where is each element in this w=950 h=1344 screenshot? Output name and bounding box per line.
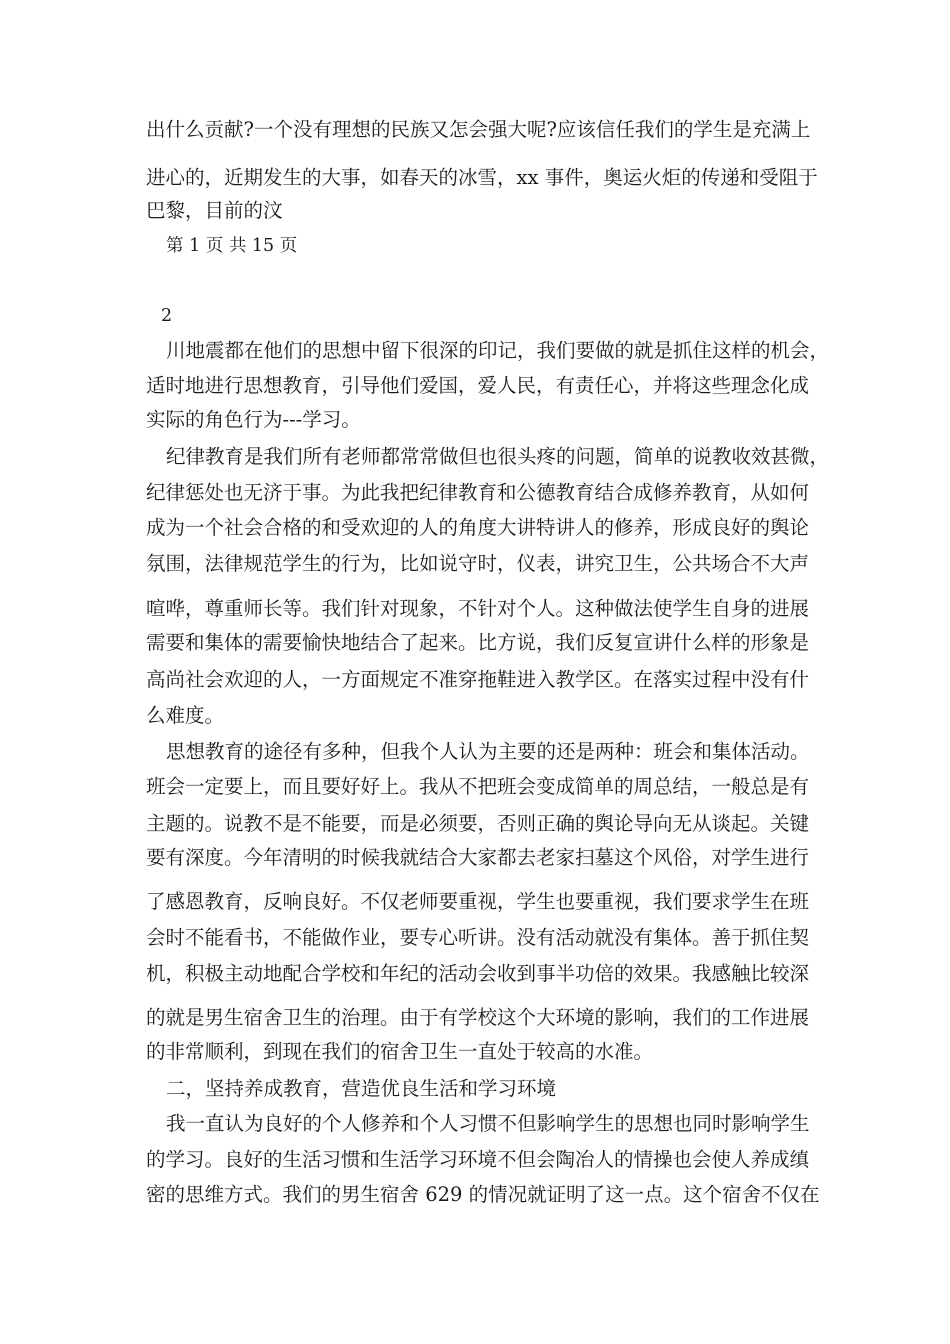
text-line: 么难度。 [146,704,225,727]
text-line: 出什么贡献?一个没有理想的民族又怎会强大呢?应该信任我们的学生是充满上 [146,118,811,141]
text-line: 纪律教育是我们所有老师都常常做但也很头疼的问题，简单的说教收效甚微， [166,445,830,468]
page-footer: 第 1 页 共 15 页 [166,236,298,256]
text-line: 要有深度。今年清明的时候我就结合大家都去老家扫墓这个风俗，对学生进行 [146,846,810,869]
text-line: 思想教育的途径有多种，但我个人认为主要的还是两种：班会和集体活动。 [166,740,810,763]
text-line: 班会一定要上，而且要好好上。我从不把班会变成简单的周总结，一般总是有 [146,775,810,798]
text-line: 的非常顺利，到现在我们的宿舍卫生一直处于较高的水准。 [146,1040,654,1063]
page-number: 2 [161,306,173,326]
text-line: 巴黎，目前的汶 [146,199,283,222]
text-line: 氛围，法律规范学生的行为，比如说守时，仪表，讲究卫生，公共场合不大声 [146,552,810,575]
text-line: 机，积极主动地配合学校和年纪的活动会收到事半功倍的效果。我感触比较深 [146,962,810,985]
text-line: 我一直认为良好的个人修养和个人习惯不但影响学生的思想也同时影响学生 [166,1112,810,1135]
text-line: 了感恩教育，反响良好。不仅老师要重视，学生也要重视，我们要求学生在班 [146,890,810,913]
text-line: 的就是男生宿舍卫生的治理。由于有学校这个大环境的影响，我们的工作进展 [146,1006,810,1029]
text-line: 纪律惩处也无济于事。为此我把纪律教育和公德教育结合成修养教育，从如何 [146,481,810,504]
text-line: 会时不能看书，不能做作业，要专心听讲。没有活动就没有集体。善于抓住契 [146,926,810,949]
text-line: 喧哗，尊重师长等。我们针对现象，不针对个人。这种做法使学生自身的进展 [146,597,810,620]
text-line: 主题的。说教不是不能要，而是必须要，否则正确的舆论导向无从谈起。关键 [146,812,810,835]
text-line: 密的思维方式。我们的男生宿舍 629 的情况就证明了这一点。这个宿舍不仅在 [146,1183,820,1206]
text-line: 高尚社会欢迎的人，一方面规定不准穿拖鞋进入教学区。在落实过程中没有什 [146,668,810,691]
text-line: 的学习。良好的生活习惯和生活学习环境不但会陶冶人的情操也会使人养成缜 [146,1148,810,1171]
text-line: 适时地进行思想教育，引导他们爱国，爱人民，有责任心，并将这些理念化成 [146,374,810,397]
text-line: 实际的角色行为---学习。 [146,408,361,431]
text-line: 川地震都在他们的思想中留下很深的印记，我们要做的就是抓住这样的机会， [166,339,830,362]
text-line: 需要和集体的需要愉快地结合了起来。比方说，我们反复宣讲什么样的形象是 [146,631,810,654]
text-line: 进心的，近期发生的大事，如春天的冰雪，xx 事件，奥运火炬的传递和受阻于 [146,166,818,189]
text-line: 成为一个社会合格的和受欢迎的人的角度大讲特讲人的修养，形成良好的舆论 [146,516,810,539]
section-heading: 二，坚持养成教育，营造优良生活和学习环境 [166,1077,557,1100]
